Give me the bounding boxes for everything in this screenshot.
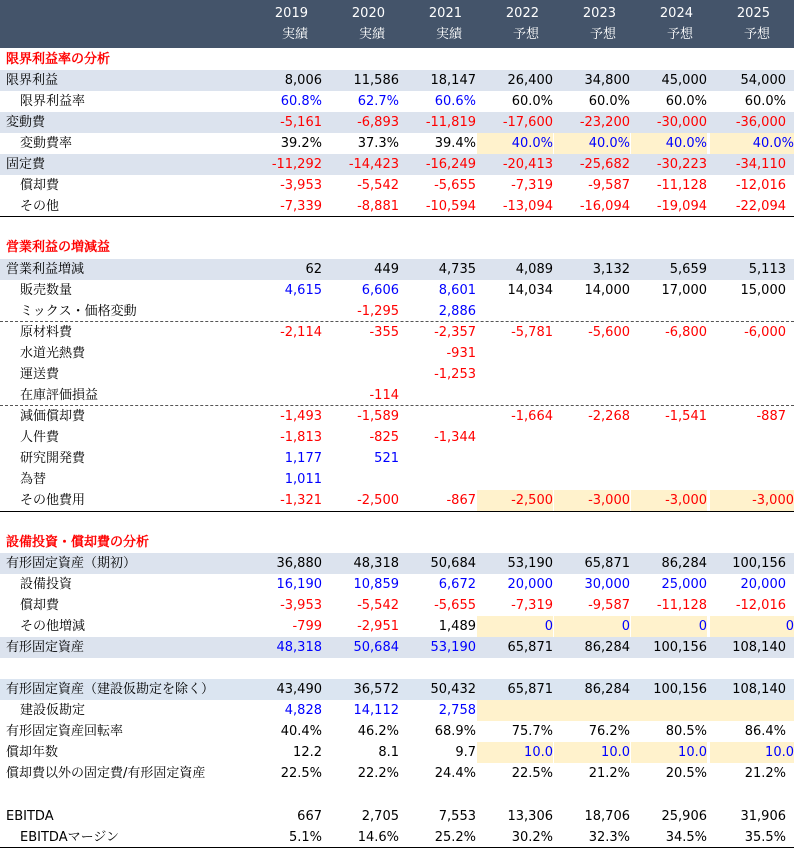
cell: 22.5%	[280, 766, 322, 781]
row-label: その他費用	[20, 493, 86, 508]
cell: 68.9%	[434, 724, 476, 739]
cell: 14,034	[507, 283, 553, 298]
cell: 50,684	[430, 556, 476, 571]
cell: -17,600	[502, 115, 553, 130]
cell: -1,253	[434, 367, 476, 382]
cell: -30,000	[656, 115, 707, 130]
row-label: 建設仮勘定	[20, 703, 86, 718]
cell: 24.4%	[434, 766, 476, 781]
cell: 34.5%	[665, 830, 707, 845]
cell: -22,094	[735, 199, 786, 214]
cell: -5,655	[434, 598, 476, 613]
cell: 50,684	[353, 640, 399, 655]
table-row	[0, 469, 794, 490]
table-row	[0, 91, 794, 112]
cell: 22.5%	[511, 766, 553, 781]
cell: -2,500	[357, 493, 399, 508]
cell: -19,094	[656, 199, 707, 214]
cell: 60.0%	[588, 94, 630, 109]
cell: 60.0%	[511, 94, 553, 109]
cell: 30,000	[584, 577, 630, 592]
cell: -1,344	[434, 430, 476, 445]
cell: 53,190	[430, 640, 476, 655]
cell: 20,000	[507, 577, 553, 592]
table-row	[0, 806, 794, 827]
divider	[0, 216, 794, 217]
cell: -16,249	[425, 157, 476, 172]
section-title-capex: 設備投資・償却費の分析	[6, 535, 150, 550]
cell: -1,541	[665, 409, 707, 424]
col-2019: 2019 実績	[274, 6, 308, 42]
cell: 20,000	[740, 577, 786, 592]
row-label: 人件費	[20, 430, 60, 445]
cell: 108,140	[732, 682, 786, 697]
cell: 30.2%	[511, 830, 553, 845]
cell: 22.2%	[357, 766, 399, 781]
divider	[0, 847, 794, 848]
input-cell[interactable]: 0	[554, 616, 630, 637]
cell: -13,094	[502, 199, 553, 214]
table-row	[0, 154, 794, 175]
cell: -14,423	[348, 157, 399, 172]
cell: 4,735	[438, 262, 476, 277]
cell: 36,880	[276, 556, 322, 571]
cell: 54,000	[740, 73, 786, 88]
divider	[0, 511, 794, 512]
cell: 86.4%	[744, 724, 786, 739]
cell: 100,156	[653, 640, 707, 655]
header-bar	[0, 0, 794, 48]
cell: -11,128	[656, 598, 707, 613]
input-cell[interactable]: 0	[477, 616, 553, 637]
table-row	[0, 448, 794, 469]
row-label: 有形固定資産	[6, 640, 85, 655]
cell: 8.1	[378, 745, 399, 760]
cell: 60.0%	[665, 94, 707, 109]
cell: 60.8%	[280, 94, 322, 109]
row-label: 変動費率	[20, 136, 73, 151]
input-cell[interactable]: -3,000	[554, 490, 630, 511]
cell: -114	[369, 388, 399, 403]
input-cell[interactable]: 40.0%	[477, 133, 553, 154]
table-row	[0, 763, 794, 784]
row-label: EBITDAマージン	[20, 830, 119, 845]
cell: -3,953	[280, 598, 322, 613]
row-label: 固定費	[6, 157, 46, 172]
table-row	[0, 616, 794, 637]
cell: 65,871	[584, 556, 630, 571]
cell: -931	[446, 346, 476, 361]
cell: 21.2%	[744, 766, 786, 781]
cell: 1,489	[438, 619, 476, 634]
row-label: 有形固定資産（期初）	[6, 556, 137, 571]
input-cell[interactable]: -3,000	[631, 490, 707, 511]
row-label: 償却費	[20, 598, 60, 613]
cell: 14,000	[584, 283, 630, 298]
cell: 25,000	[661, 577, 707, 592]
cell: 39.4%	[434, 136, 476, 151]
row-label: その他増減	[20, 619, 86, 634]
cell: -12,016	[735, 178, 786, 193]
cell: -6,800	[665, 325, 707, 340]
cell: 17,000	[661, 283, 707, 298]
cell: 1,011	[284, 472, 322, 487]
table-row	[0, 175, 794, 196]
table-row	[0, 595, 794, 616]
cell: 18,706	[584, 809, 630, 824]
cell: 60.6%	[434, 94, 476, 109]
cell: -8,881	[357, 199, 399, 214]
cell: -2,114	[280, 325, 322, 340]
row-label: 償却費	[20, 178, 60, 193]
cell: 40.4%	[280, 724, 322, 739]
cell: -36,000	[735, 115, 786, 130]
cell: 21.2%	[588, 766, 630, 781]
cell: 36,572	[353, 682, 399, 697]
col-2020: 2020 実績	[351, 6, 385, 42]
cell: 48,318	[276, 640, 322, 655]
table-row	[0, 301, 794, 322]
row-label: 為替	[20, 472, 47, 487]
cell: -11,292	[271, 157, 322, 172]
cell: 37.3%	[357, 136, 399, 151]
cell: 16,190	[276, 577, 322, 592]
cell: -1,589	[357, 409, 399, 424]
cell: 449	[374, 262, 399, 277]
cell: 65,871	[507, 682, 553, 697]
input-cell[interactable]: 10.0	[477, 742, 553, 763]
cell: 48,318	[353, 556, 399, 571]
input-cell[interactable]	[477, 700, 794, 721]
cell: 12.2	[293, 745, 322, 760]
cell: -5,542	[357, 178, 399, 193]
table-row	[0, 112, 794, 133]
cell: 8,601	[438, 283, 476, 298]
cell: 9.7	[455, 745, 476, 760]
cell: -7,339	[280, 199, 322, 214]
cell: -825	[369, 430, 399, 445]
input-cell[interactable]: 40.0%	[631, 133, 707, 154]
cell: 86,284	[584, 682, 630, 697]
cell: -6,893	[357, 115, 399, 130]
cell: 100,156	[653, 682, 707, 697]
cell: 4,615	[284, 283, 322, 298]
cell: 11,586	[353, 73, 399, 88]
section-title-profit-change: 営業利益の増減益	[6, 240, 111, 255]
cell: -16,094	[579, 199, 630, 214]
cell: 2,758	[438, 703, 476, 718]
cell: 62	[305, 262, 322, 277]
input-cell[interactable]: 10.0	[631, 742, 707, 763]
cell: 1,177	[284, 451, 322, 466]
cell: -9,587	[588, 178, 630, 193]
input-cell[interactable]: 10.0	[710, 742, 794, 763]
cell: 86,284	[584, 640, 630, 655]
input-cell[interactable]: -2,500	[477, 490, 553, 511]
col-2024: 2024 予想	[659, 6, 693, 42]
cell: -7,319	[511, 598, 553, 613]
row-label: 研究開発費	[20, 451, 86, 466]
cell: 10,859	[353, 577, 399, 592]
cell: 50,432	[430, 682, 476, 697]
table-row	[0, 385, 794, 406]
cell: -1,295	[357, 304, 399, 319]
cell: -23,200	[579, 115, 630, 130]
row-label: 変動費	[6, 115, 46, 130]
cell: 15,000	[740, 283, 786, 298]
cell: 60.0%	[744, 94, 786, 109]
input-cell[interactable]: 40.0%	[554, 133, 630, 154]
cell: -11,819	[425, 115, 476, 130]
cell: 31,906	[740, 809, 786, 824]
cell: -7,319	[511, 178, 553, 193]
cell: 32.3%	[588, 830, 630, 845]
table-row	[0, 406, 794, 427]
table-row	[0, 721, 794, 742]
row-label: ミックス・価格変動	[20, 304, 137, 319]
row-label: 原材料費	[20, 325, 73, 340]
cell: -25,682	[579, 157, 630, 172]
row-label: 有形固定資産（建設仮勘定を除く）	[6, 682, 215, 697]
input-cell[interactable]: 40.0%	[710, 133, 794, 154]
input-cell[interactable]: 10.0	[554, 742, 630, 763]
cell: 14.6%	[357, 830, 399, 845]
row-label: その他	[20, 199, 60, 214]
row-label: EBITDA	[6, 809, 54, 824]
cell: 20.5%	[665, 766, 707, 781]
cell: 2,886	[438, 304, 476, 319]
row-label: 運送費	[20, 367, 60, 382]
row-label: 水道光熱費	[20, 346, 86, 361]
cell: -34,110	[735, 157, 786, 172]
col-2022: 2022 予想	[505, 6, 539, 42]
cell: 108,140	[732, 640, 786, 655]
cell: 521	[374, 451, 399, 466]
cell: -10,594	[425, 199, 476, 214]
table-row	[0, 574, 794, 595]
cell: 80.5%	[665, 724, 707, 739]
table-row	[0, 133, 794, 154]
cell: 43,490	[276, 682, 322, 697]
cell: 34,800	[584, 73, 630, 88]
input-cell[interactable]: -3,000	[710, 490, 794, 511]
cell: -1,664	[511, 409, 553, 424]
cell: 8,006	[284, 73, 322, 88]
cell: -20,413	[502, 157, 553, 172]
cell: -2,357	[434, 325, 476, 340]
cell: -1,493	[280, 409, 322, 424]
cell: 5,659	[669, 262, 707, 277]
table-row	[0, 490, 794, 511]
table-row	[0, 700, 794, 721]
cell: 18,147	[430, 73, 476, 88]
cell: -12,016	[735, 598, 786, 613]
input-cell[interactable]: 0	[710, 616, 794, 637]
cell: 4,089	[515, 262, 553, 277]
cell: -867	[446, 493, 476, 508]
cell: 6,606	[361, 283, 399, 298]
table-row	[0, 364, 794, 385]
cell: 7,553	[438, 809, 476, 824]
cell: 667	[297, 809, 322, 824]
cell: 13,306	[507, 809, 553, 824]
input-cell[interactable]: 0	[631, 616, 707, 637]
cell: -887	[756, 409, 786, 424]
row-label: 設備投資	[20, 577, 73, 592]
cell: -799	[292, 619, 322, 634]
row-label: 償却年数	[6, 745, 59, 760]
cell: 26,400	[507, 73, 553, 88]
table-row	[0, 322, 794, 343]
row-label: 有形固定資産回転率	[6, 724, 124, 739]
table-row	[0, 553, 794, 574]
table-row	[0, 742, 794, 763]
cell: 65,871	[507, 640, 553, 655]
cell: 53,190	[507, 556, 553, 571]
cell: -6,000	[744, 325, 786, 340]
cell: -1,813	[280, 430, 322, 445]
cell: -2,268	[588, 409, 630, 424]
row-label: 販売数量	[20, 283, 73, 298]
cell: 25,906	[661, 809, 707, 824]
row-label: 減価償却費	[20, 409, 86, 424]
cell: 76.2%	[588, 724, 630, 739]
table-row	[0, 427, 794, 448]
cell: 62.7%	[357, 94, 399, 109]
row-label: 償却費以外の固定費/有形固定資産	[6, 766, 206, 781]
cell: 14,112	[353, 703, 399, 718]
col-2025: 2025 予想	[736, 6, 770, 42]
row-label: 営業利益増減	[6, 262, 85, 277]
cell: -30,223	[656, 157, 707, 172]
cell: -5,655	[434, 178, 476, 193]
table-row	[0, 637, 794, 658]
cell: -2,951	[357, 619, 399, 634]
cell: 100,156	[732, 556, 786, 571]
col-2023: 2023 予想	[582, 6, 616, 42]
cell: 6,672	[438, 577, 476, 592]
cell: 5.1%	[288, 830, 322, 845]
table-row	[0, 343, 794, 364]
cell: 86,284	[661, 556, 707, 571]
cell: -9,587	[588, 598, 630, 613]
table-row	[0, 70, 794, 91]
section-title-margin: 限界利益率の分析	[6, 52, 111, 67]
cell: 5,113	[748, 262, 786, 277]
cell: 25.2%	[434, 830, 476, 845]
table-row	[0, 827, 794, 848]
table-row	[0, 280, 794, 301]
cell: 46.2%	[357, 724, 399, 739]
row-label: 限界利益率	[20, 94, 86, 109]
cell: 39.2%	[280, 136, 322, 151]
col-2021: 2021 実績	[428, 6, 462, 42]
table-row	[0, 679, 794, 700]
cell: -11,128	[656, 178, 707, 193]
row-label: 限界利益	[6, 73, 59, 88]
cell: -5,781	[511, 325, 553, 340]
cell: 35.5%	[744, 830, 786, 845]
cell: -355	[369, 325, 399, 340]
cell: -5,161	[280, 115, 322, 130]
cell: -5,542	[357, 598, 399, 613]
table-row	[0, 259, 794, 280]
cell: 4,828	[284, 703, 322, 718]
cell: 3,132	[592, 262, 630, 277]
cell: 45,000	[661, 73, 707, 88]
cell: -5,600	[588, 325, 630, 340]
table-row	[0, 196, 794, 217]
cell: -3,953	[280, 178, 322, 193]
cell: 2,705	[361, 809, 399, 824]
cell: 75.7%	[511, 724, 553, 739]
cell: -1,321	[280, 493, 322, 508]
row-label: 在庫評価損益	[20, 388, 99, 403]
